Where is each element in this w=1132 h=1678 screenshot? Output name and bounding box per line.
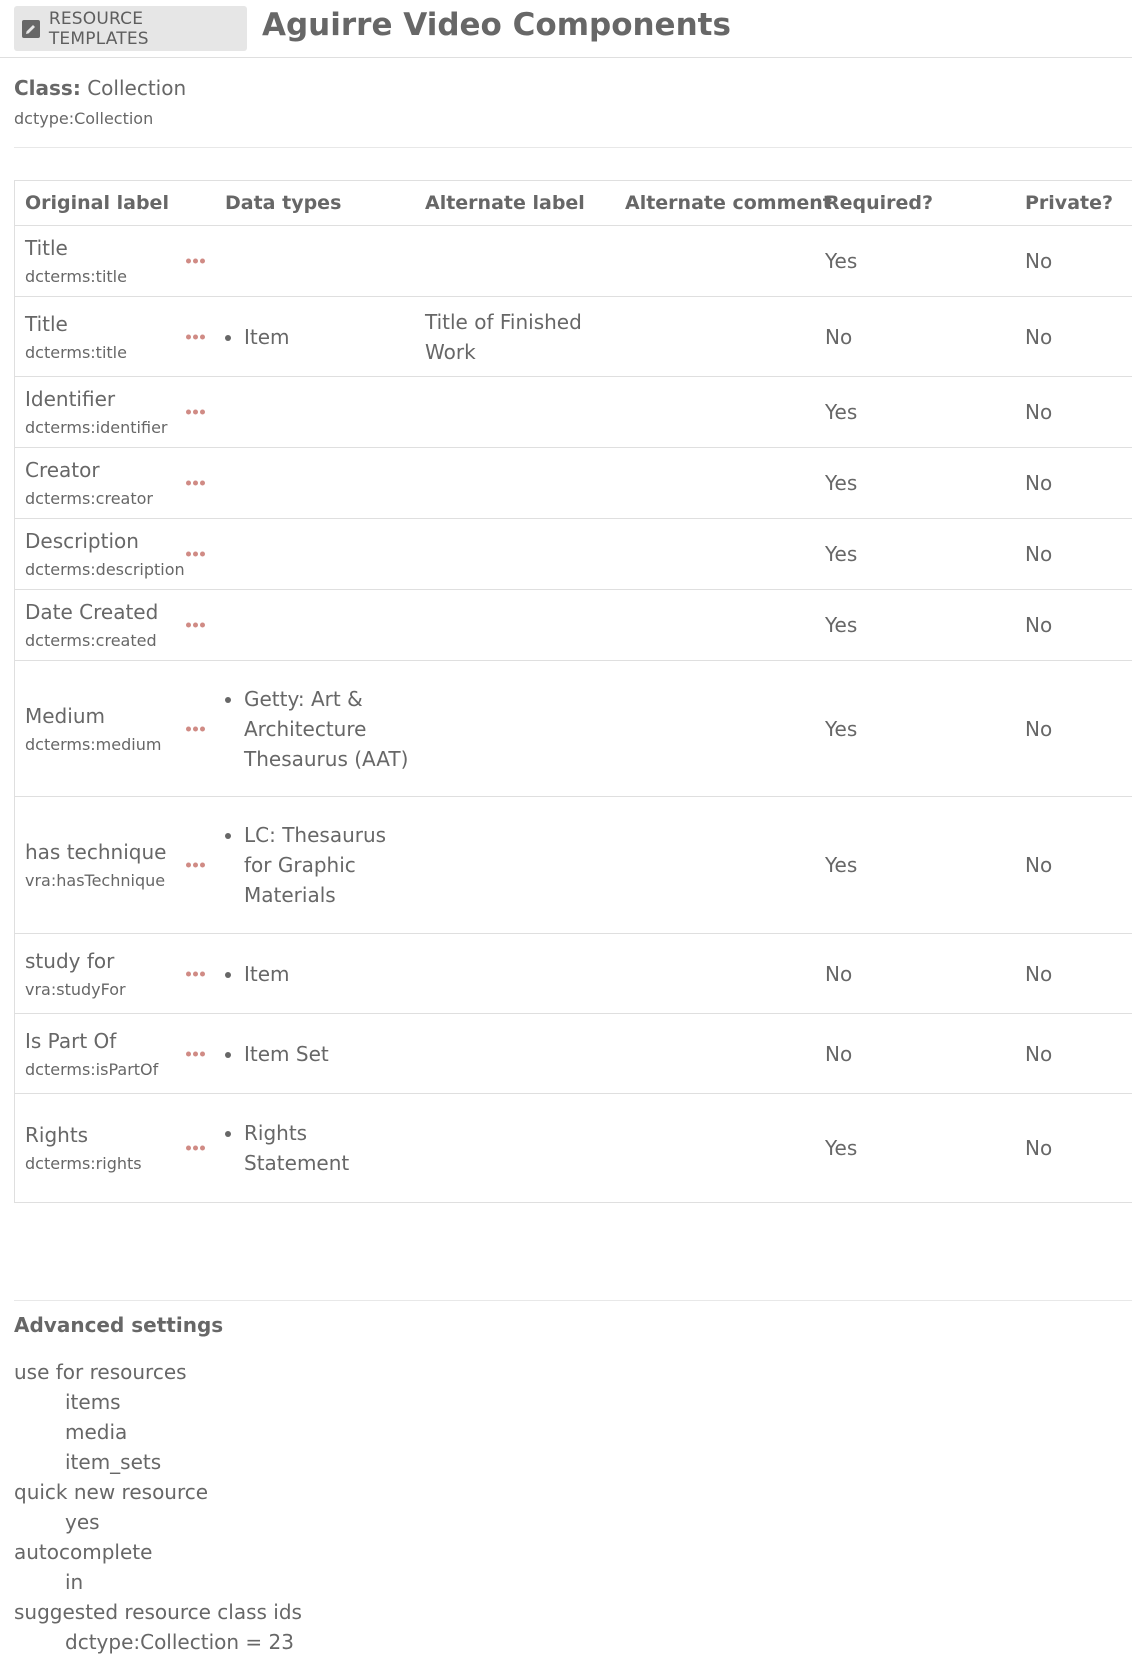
cell-data-types [215, 590, 415, 660]
more-options-icon[interactable] [186, 623, 205, 628]
cell-required: Yes [825, 471, 858, 495]
cell-alternate-comment [615, 377, 815, 447]
cell-required: Yes [825, 400, 858, 424]
table-row [15, 519, 1132, 590]
table-row [15, 1094, 1132, 1202]
cell-private: No [1025, 716, 1053, 741]
property-term: dcterms:rights [25, 1154, 142, 1173]
cell-data-types [215, 934, 415, 1013]
more-options-icon[interactable] [186, 259, 205, 264]
cell-alternate-comment [615, 590, 815, 660]
data-type-item: • Item [244, 322, 290, 352]
property-term: vra:hasTechnique [25, 871, 166, 890]
property-label: Title [25, 311, 68, 336]
table-row [15, 934, 1132, 1014]
table-row [15, 590, 1132, 661]
cell-alternate-comment [615, 1014, 815, 1093]
setting-key: autocomplete [14, 1540, 153, 1564]
cell-required: Yes [825, 542, 858, 566]
page-header [0, 0, 1132, 58]
more-options-icon[interactable] [186, 863, 205, 868]
setting-value: media [65, 1420, 128, 1444]
setting-key: use for resources [14, 1360, 187, 1384]
cell-private: No [1025, 542, 1053, 566]
cell-alternate-label [415, 519, 615, 589]
more-options-icon[interactable] [186, 726, 205, 731]
cell-alternate-comment [615, 519, 815, 589]
data-type-list [227, 959, 290, 989]
cell-data-types [215, 661, 415, 796]
cell-required: No [825, 1041, 853, 1066]
property-term: vra:studyFor [25, 979, 126, 999]
cell-original-label [15, 448, 215, 518]
cell-data-types [215, 1094, 415, 1202]
data-type-item: • Getty: Art & Architecture Thesaurus (AAT) [244, 684, 415, 774]
cell-data-types [215, 297, 415, 376]
advanced-settings-title: Advanced settings [14, 1313, 224, 1337]
cell-private: No [1025, 249, 1053, 273]
class-label: Class: [14, 76, 81, 100]
cell-data-types [215, 226, 415, 296]
cell-required: No [825, 324, 853, 349]
setting-value: dctype:Collection = 23 [65, 1630, 294, 1654]
cell-data-types [215, 377, 415, 447]
property-term: dcterms:description [25, 560, 185, 579]
cell-original-label [15, 1014, 215, 1093]
property-label: Date Created [25, 600, 159, 624]
property-label: Description [25, 529, 139, 553]
cell-alternate-comment [615, 448, 815, 518]
table-row [15, 1014, 1132, 1094]
divider [14, 1300, 1132, 1301]
more-options-icon[interactable] [186, 1146, 205, 1151]
data-type-item: • Rights Statement [244, 1118, 415, 1178]
cell-original-label [15, 377, 215, 447]
data-type-list [227, 820, 415, 910]
cell-alternate-comment [615, 1094, 815, 1202]
more-options-icon[interactable] [186, 1051, 205, 1056]
cell-required: Yes [825, 716, 858, 741]
cell-data-types [215, 797, 415, 933]
cell-required: Yes [825, 249, 858, 273]
more-options-icon[interactable] [186, 481, 205, 486]
property-term: dcterms:title [25, 267, 127, 286]
cell-alternate-label [415, 590, 615, 660]
data-type-list [227, 684, 415, 774]
cell-data-types [215, 1014, 415, 1093]
more-options-icon[interactable] [186, 971, 205, 976]
more-options-icon[interactable] [186, 552, 205, 557]
cell-private: No [1025, 324, 1053, 349]
cell-data-types [215, 519, 415, 589]
property-term: dcterms:creator [25, 489, 153, 508]
more-options-icon[interactable] [186, 334, 205, 339]
cell-original-label [15, 934, 215, 1013]
cell-private: No [1025, 1136, 1053, 1160]
cell-alternate-label [415, 448, 615, 518]
class-info [14, 76, 186, 128]
properties-table [14, 180, 1132, 1203]
more-options-icon[interactable] [186, 410, 205, 415]
data-type-list [227, 322, 290, 352]
class-value: Collection [87, 76, 187, 100]
cell-original-label [15, 519, 215, 589]
property-term: dcterms:created [25, 631, 157, 650]
cell-original-label [15, 1094, 215, 1202]
column-header-alternate-comment: Alternate comment [625, 192, 832, 214]
cell-data-types [215, 448, 415, 518]
data-type-list [227, 1118, 415, 1178]
page-title: Aguirre Video Components [262, 7, 731, 43]
cell-required: Yes [825, 613, 858, 637]
advanced-settings [14, 1313, 614, 1657]
data-type-item: • Item Set [244, 1039, 329, 1069]
resource-templates-button[interactable] [14, 6, 247, 51]
property-label: Is Part Of [25, 1028, 117, 1053]
property-label: Rights [25, 1123, 89, 1147]
cell-original-label [15, 661, 215, 796]
cell-alternate-label [415, 377, 615, 447]
cell-alternate-comment [615, 797, 815, 933]
property-label: Creator [25, 458, 100, 482]
setting-value: items [65, 1390, 121, 1414]
setting-value: item_sets [65, 1450, 162, 1474]
cell-alternate-label [415, 1094, 615, 1202]
cell-required: No [825, 961, 853, 986]
property-term: dcterms:identifier [25, 418, 168, 437]
setting-value: yes [65, 1510, 100, 1534]
cell-alternate-label [415, 797, 615, 933]
cell-private: No [1025, 1041, 1053, 1066]
settings-list [14, 1357, 614, 1657]
data-type-list [227, 1039, 329, 1069]
property-term: dcterms:medium [25, 734, 162, 754]
column-header-original-label: Original label [25, 192, 169, 214]
cell-private: No [1025, 613, 1053, 637]
column-header-private: Private? [1025, 192, 1114, 214]
cell-alternate-comment [615, 661, 815, 796]
property-label: Title [25, 236, 68, 260]
cell-original-label [15, 590, 215, 660]
table-row [15, 226, 1132, 297]
cell-original-label [15, 797, 215, 933]
setting-key: suggested resource class ids [14, 1600, 302, 1624]
cell-alternate-comment [615, 934, 815, 1013]
setting-key: quick new resource [14, 1480, 209, 1504]
table-row [15, 448, 1132, 519]
column-header-data-types: Data types [225, 192, 342, 214]
cell-alternate-label [415, 1014, 615, 1093]
cell-alternate-comment [615, 226, 815, 296]
column-header-required: Required? [825, 192, 934, 214]
pencil-icon [22, 20, 40, 38]
class-term: dctype:Collection [14, 109, 154, 128]
property-label: study for [25, 948, 115, 973]
property-term: dcterms:title [25, 342, 127, 362]
property-term: dcterms:isPartOf [25, 1059, 159, 1079]
cell-alternate-comment [615, 297, 815, 376]
setting-value: in [65, 1570, 84, 1594]
divider [14, 147, 1132, 148]
data-type-item: • LC: Thesaurus for Graphic Materials [244, 820, 415, 910]
table-row [15, 661, 1132, 797]
data-type-item: • Item [244, 959, 290, 989]
table-row [15, 797, 1132, 934]
cell-private: No [1025, 471, 1053, 495]
cell-original-label [15, 226, 215, 296]
cell-alternate-label [415, 226, 615, 296]
column-header-alternate-label: Alternate label [425, 192, 585, 214]
cell-required: Yes [825, 1136, 858, 1160]
property-label: has technique [25, 840, 167, 864]
table-header [15, 181, 1132, 226]
table-row [15, 297, 1132, 377]
cell-private: No [1025, 961, 1053, 986]
cell-required: Yes [825, 853, 858, 877]
cell-alternate-label [415, 661, 615, 796]
cell-private: No [1025, 400, 1053, 424]
cell-alternate-label [415, 934, 615, 1013]
cell-alternate-label: Title of Finished Work [425, 309, 582, 364]
resource-templates-label: RESOURCE TEMPLATES [48, 8, 149, 49]
property-label: Medium [25, 703, 105, 728]
property-label: Identifier [25, 387, 116, 411]
cell-private: No [1025, 853, 1053, 877]
table-row [15, 377, 1132, 448]
cell-original-label [15, 297, 215, 376]
